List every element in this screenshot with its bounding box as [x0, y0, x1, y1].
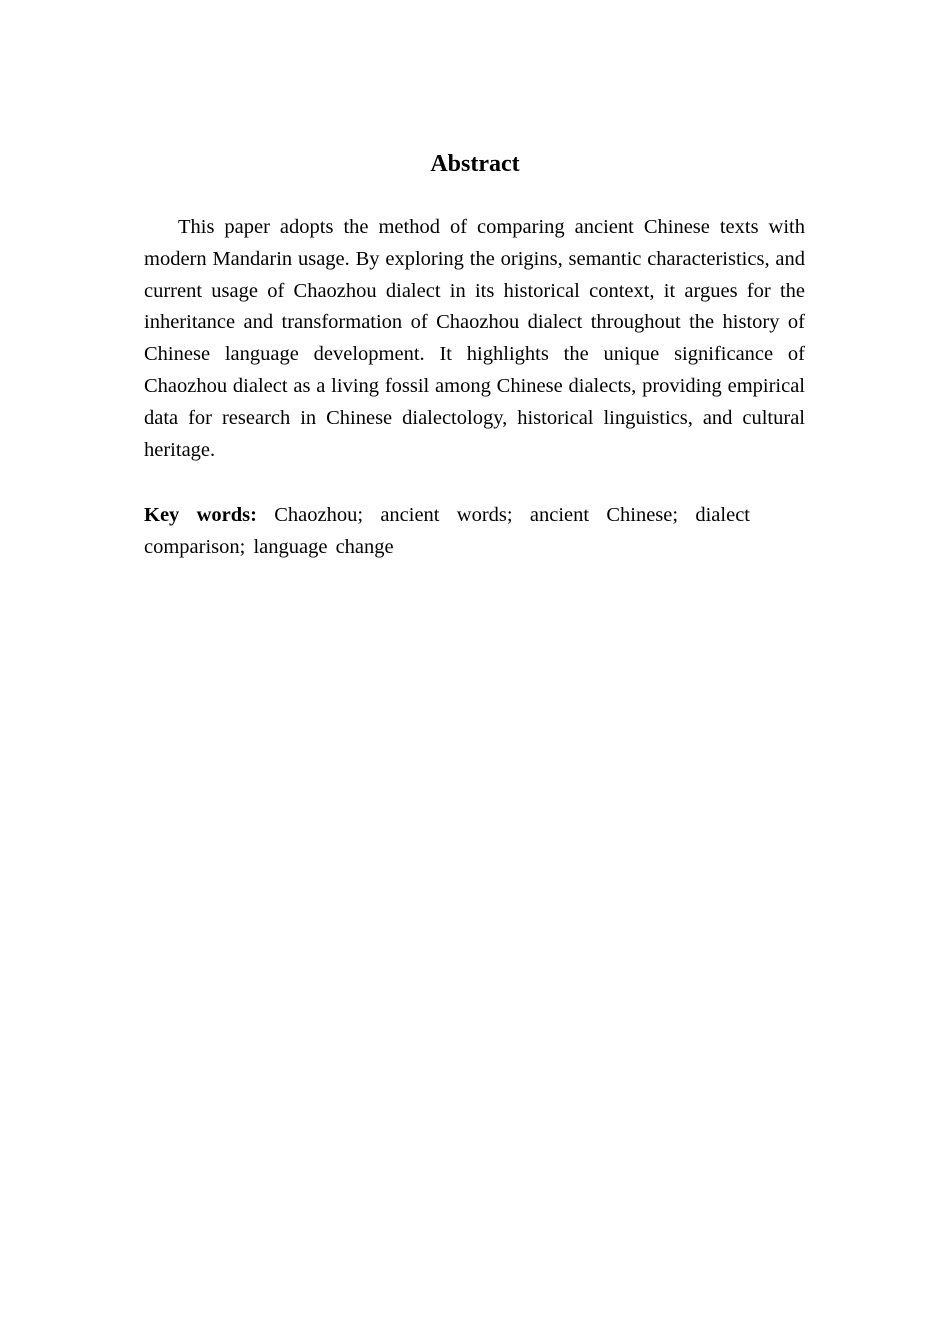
abstract-body: This paper adopts the method of comparing ancient Chinese texts with modern Mandarin usage. By exploring the origins, semantic characteristics, and current usage of Chaozhou dialect in its historical context, it argues for the inheritance and transformation of Chaozhou dialect throughout the history of Chinese language development. It highlights the unique significance of Chaozhou dialect as a living fossil among Chinese dialects, providing empirical data for research in Chinese dialectology, historical linguistics, and cultural heritage.	[144, 216, 805, 461]
keywords-label: Key words:	[144, 504, 257, 526]
abstract-title: Abstract	[430, 151, 520, 177]
keywords-paragraph	[144, 499, 750, 563]
keywords-text: Chaozhou; ancient words; ancient Chinese; dialect comparison; language change	[144, 504, 750, 558]
